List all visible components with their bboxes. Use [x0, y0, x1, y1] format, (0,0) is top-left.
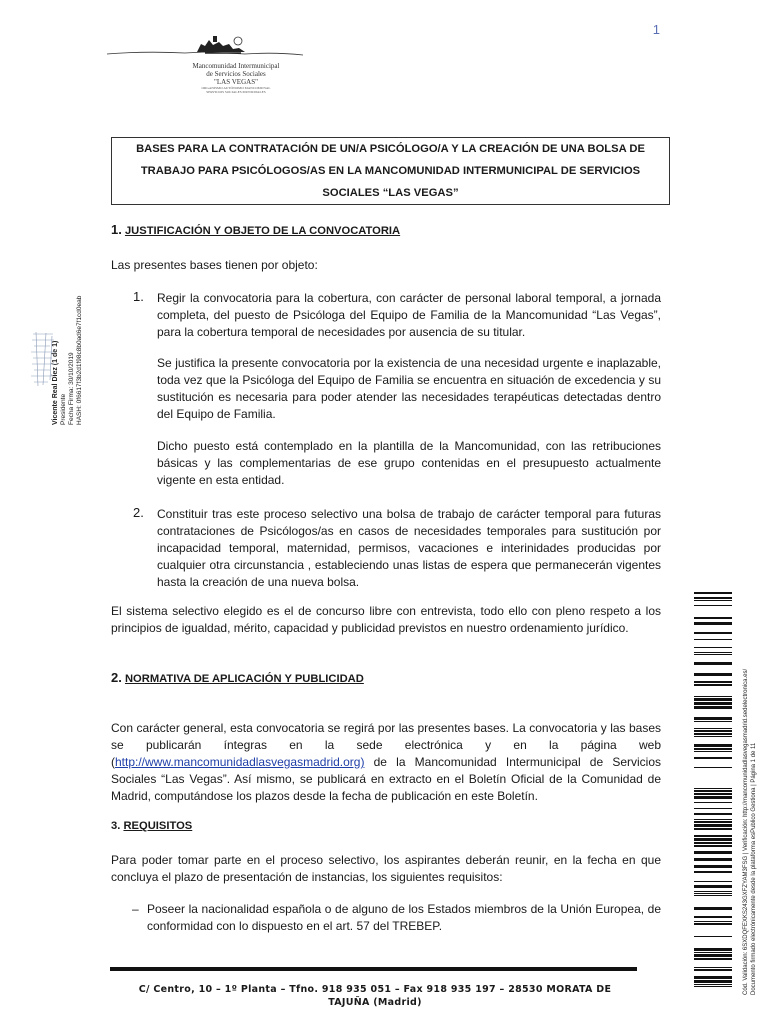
validation-barcode	[694, 592, 732, 987]
section-1-heading	[111, 222, 400, 237]
verification-line-2: Documento firmado electrónicamente desde la plataforma esPublico Gestiona | Página 1 de 11	[751, 742, 757, 995]
requirement-1: Poseer la nacionalidad española o de alguno de los Estados miembros de la Unión Europea, de conformidad con lo dispuesto en el art. 57 del TREBEP.	[147, 902, 661, 933]
signature-stamp	[28, 330, 58, 388]
verification-text	[742, 669, 758, 995]
logo-line-1: Mancomunidad Intermunicipal	[192, 62, 280, 70]
logo-line-5: SERVICIOS SOCIALES MUNICIPALES	[206, 90, 266, 94]
signature-date: Fecha Firma: 30/10/2019	[68, 352, 75, 425]
item-1-paragraph-3: Dicho puesto está contemplado en la plantilla de la Mancomunidad, con las retribuciones básicas y las complementarias de ese grupo contenidas en el presupuesto actualmente vigente en esta entidad.	[157, 439, 661, 487]
section-2-text-after-link: de la Mancomunidad Intermunicipal de Servicios Sociales “Las Vegas”. Así mismo, se publicará en extracto en el Boletín Oficial de la Comunidad de Madrid, computándose los plazos desde la fecha de publicación en este Boletín.	[111, 755, 661, 803]
section-1-number: 1.	[111, 222, 122, 237]
footer-line-2: TAJUÑA (Madrid)	[328, 997, 422, 1008]
section-3-title: REQUISITOS	[123, 820, 193, 832]
title-line-2: TRABAJO PARA PSICÓLOGOS/AS EN LA MANCOMUNIDAD INTERMUNICIPAL DE SERVICIOS	[140, 165, 641, 177]
section-3-number: 3.	[111, 820, 121, 832]
section-2-paragraph	[111, 720, 661, 805]
section-2-number: 2.	[111, 670, 122, 685]
logo-line-4: ORGANISMO AUTÓNOMO MANCOMUNAL	[201, 86, 271, 90]
website-link[interactable]: http://www.mancomunidadlasvegasmadrid.org)	[115, 755, 365, 769]
section-3-heading	[111, 820, 192, 832]
logo-line-2: de Servicios Sociales	[206, 70, 266, 78]
signature-hash: HASH: 0f6617f3b2d1f98c8b0ad6e7f1cd0eab	[76, 295, 83, 425]
logo-line-3: "LAS VEGAS"	[214, 78, 258, 86]
title-line-1: BASES PARA LA CONTRATACIÓN DE UN/A PSICÓLOGO/A Y LA CREACIÓN DE UNA BOLSA DE	[136, 143, 645, 155]
footer-divider	[110, 967, 637, 971]
section-2-text-before-link: Con carácter general, esta convocatoria se regirá por las presentes bases. La convocatoria y las bases se publicarán íntegras en la sede electrónica y en la página web (	[111, 721, 661, 769]
signer-name: Vicente Real Díez (1 de 1)	[52, 340, 59, 425]
section-1-closing: El sistema selectivo elegido es el de concurso libre con entrevista, todo ello con pleno respeto a los principios de igualdad, mérito, capacidad y publicidad previstos en nuestro ordenamiento jurídico.	[111, 604, 661, 635]
verification-line-1: Cód. Validación: 6SXDQFEXKS243GXFZYAM3FSG | Verificación: http://mancomunidadlasvegasmadrid.sedelectronica.es/	[743, 668, 749, 995]
page-number: 1	[652, 22, 660, 37]
section-1-title: JUSTIFICACIÓN Y OBJETO DE LA CONVOCATORIA	[124, 225, 401, 237]
item-2-paragraph: Constituir tras este proceso selectivo una bolsa de trabajo de carácter temporal para futuras contrataciones de Psicólogos/as en casos de necesidades temporales para sustitución por incapacidad temporal, maternidad, permisos, vacaciones e interinidades producidas por cualquier otra circunstancia , estableciendo unas listas de espera que permanecerán vigentes hasta la creación de una nueva bolsa.	[157, 507, 661, 589]
footer-address	[110, 983, 640, 1009]
footer-line-1: C/ Centro, 10 – 1º Planta – Tfno. 918 935 051 – Fax 918 935 197 – 28530 MORATA DE	[138, 984, 612, 995]
logo-caption	[176, 62, 296, 94]
section-1-intro: Las presentes bases tienen por objeto:	[111, 258, 318, 272]
item-2-number: 2.	[133, 505, 144, 520]
item-1-paragraph-2: Se justifica la presente convocatoria por la existencia de una necesidad urgente e inaplazable, toda vez que la Psicóloga del Equipo de Familia se encuentra en situación de excedencia y su sustitución es necesaria para poder atender las necesidades terapéuticas detectadas dentro del Equipo de Familia.	[157, 356, 661, 421]
document-title	[111, 137, 670, 205]
section-2-heading	[111, 670, 364, 685]
item-1-paragraph-1: Regir la convocatoria para la cobertura, con carácter de personal laboral temporal, a jornada completa, del puesto de Psicóloga del Equipo de Familia de la Mancomunidad “Las Vegas”, para la cobertura temporal de necesidades por ausencia de su titular.	[157, 291, 661, 339]
title-line-3: SOCIALES “LAS VEGAS”	[322, 187, 459, 199]
requirement-bullet: –	[132, 902, 139, 916]
section-2-title: NORMATIVA DE APLICACIÓN Y PUBLICIDAD	[124, 673, 364, 685]
signer-role: Presidente	[60, 393, 67, 425]
section-3-intro: Para poder tomar parte en el proceso selectivo, los aspirantes deberán reunir, en la fecha en que concluya el plazo de presentación de instancias, los siguientes requisitos:	[111, 853, 661, 884]
item-1-number: 1.	[133, 289, 144, 304]
